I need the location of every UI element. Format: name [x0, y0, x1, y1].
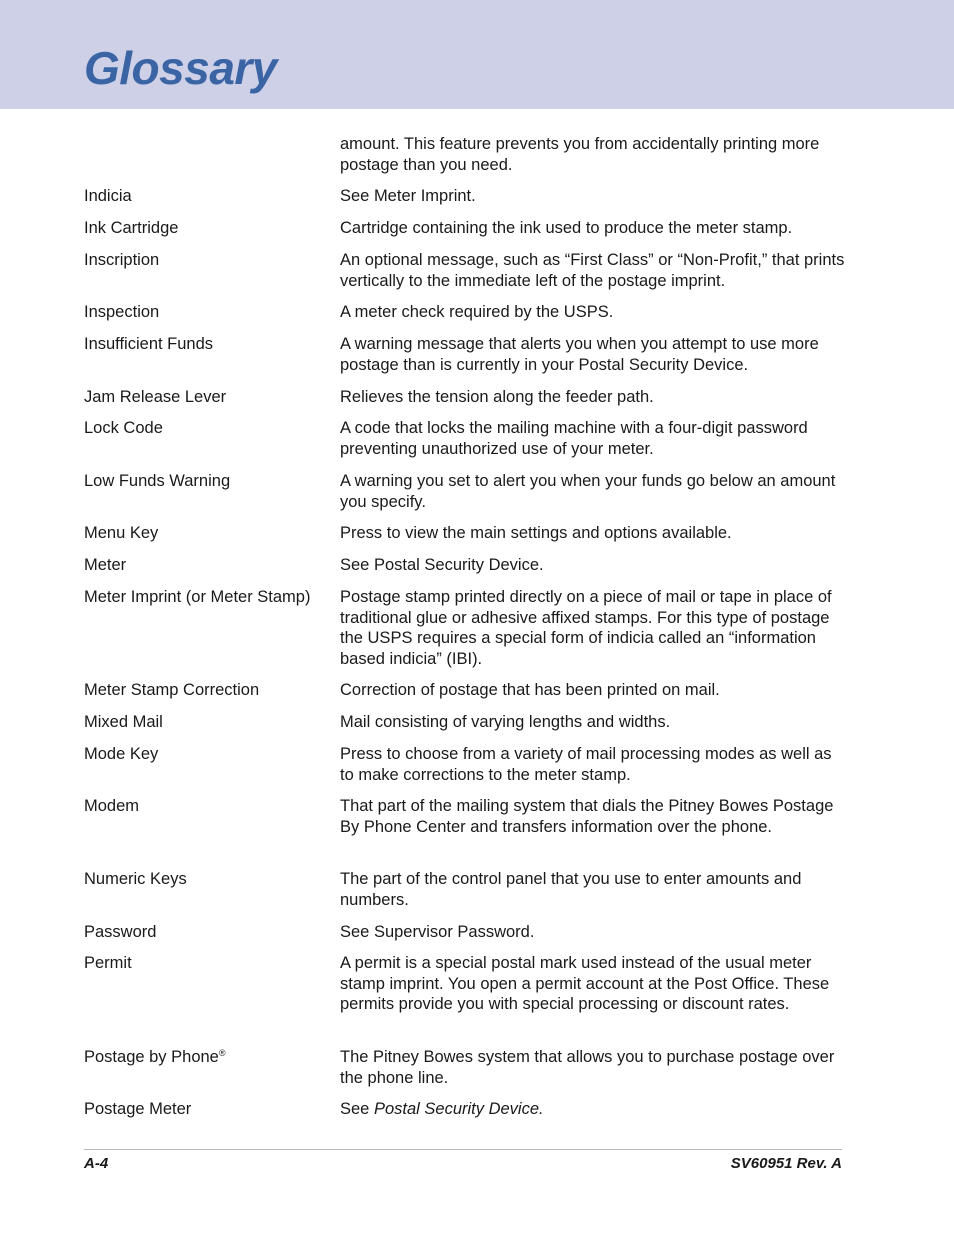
glossary-term: Indicia [84, 187, 132, 205]
glossary-term: Meter Stamp Correction [84, 681, 260, 699]
page-number: A-4 [84, 1155, 109, 1172]
glossary-term: Inscription [84, 251, 160, 269]
glossary-definition: An optional message, such as “First Class” or “Non-Profit,” that prints vertically to the immediate left of the postage imprint. [340, 251, 845, 290]
glossary-term-text: Postage by Phone [84, 1048, 219, 1066]
glossary-definition: Relieves the tension along the feeder path. [340, 388, 654, 406]
glossary-term: Numeric Keys [84, 870, 187, 888]
glossary-term: Inspection [84, 303, 160, 321]
glossary-term: Mode Key [84, 745, 159, 763]
glossary-term: Ink Cartridge [84, 219, 179, 237]
glossary-definition: The part of the control panel that you use to enter amounts and numbers. [340, 870, 802, 909]
glossary-definition: See Postal Security Device. [340, 556, 544, 574]
glossary-definition: See Meter Imprint. [340, 187, 476, 205]
glossary-term: Jam Release Lever [84, 388, 227, 406]
glossary-definition: See Supervisor Password. [340, 923, 535, 941]
glossary-definition: The Pitney Bowes system that allows you to purchase postage over the phone line. [340, 1048, 835, 1087]
glossary-definition: A permit is a special postal mark used instead of the usual meter stamp imprint. You open a permit account at the Post Office. These permits provide you with special processing or discount rates. [340, 954, 830, 1014]
glossary-definition: Press to choose from a variety of mail processing modes as well as to make corrections to the meter stamp. [340, 745, 832, 784]
glossary-term: Modem [84, 797, 140, 815]
glossary-definition: A warning message that alerts you when you attempt to use more postage than is currently in your Postal Security Device. [340, 335, 819, 374]
glossary-definition [340, 1099, 845, 1120]
document-revision: SV60951 Rev. A [730, 1155, 842, 1172]
glossary-term: Meter Imprint (or Meter Stamp) [84, 588, 311, 606]
glossary-term: Permit [84, 954, 132, 972]
glossary-definition: Press to view the main settings and options available. [340, 524, 732, 542]
registered-mark: ® [218, 1048, 226, 1058]
glossary-definition: A meter check required by the USPS. [340, 303, 614, 321]
glossary-term: Password [84, 923, 157, 941]
glossary-definition: Cartridge containing the ink used to produce the meter stamp. [340, 219, 793, 237]
glossary-definition: That part of the mailing system that dials the Pitney Bowes Postage By Phone Center and transfers information over the phone. [340, 797, 834, 836]
page-header [0, 0, 954, 109]
glossary-definition: A warning you set to alert you when your funds go below an amount you specify. [340, 472, 836, 511]
glossary-term: Meter [84, 556, 127, 574]
glossary-term: Menu Key [84, 524, 159, 542]
glossary-definition: Mail consisting of varying lengths and widths. [340, 713, 671, 731]
glossary-term: Low Funds Warning [84, 472, 231, 490]
page-title: Glossary [84, 42, 277, 94]
glossary-term: Mixed Mail [84, 713, 163, 731]
glossary-definition: A code that locks the mailing machine with a four-digit password preventing unauthorized use of your meter. [340, 419, 808, 458]
glossary-term: Postage Meter [84, 1100, 192, 1118]
glossary-definition: amount. This feature prevents you from accidentally printing more postage than you need. [340, 135, 820, 174]
glossary-term: Lock Code [84, 419, 163, 437]
definition-prefix: See [340, 1100, 374, 1118]
glossary-definition: Correction of postage that has been printed on mail. [340, 681, 720, 699]
glossary-term: Insufficient Funds [84, 335, 214, 353]
glossary-definition: Postage stamp printed directly on a piece of mail or tape in place of traditional glue or adhesive affixed stamps. For this type of postage the USPS requires a special form of indicia called an “information based indicia” (IBI). [340, 588, 832, 668]
footer-divider [84, 1149, 842, 1150]
definition-italic-reference: Postal Security Device. [373, 1100, 544, 1118]
glossary-term [84, 1047, 334, 1068]
